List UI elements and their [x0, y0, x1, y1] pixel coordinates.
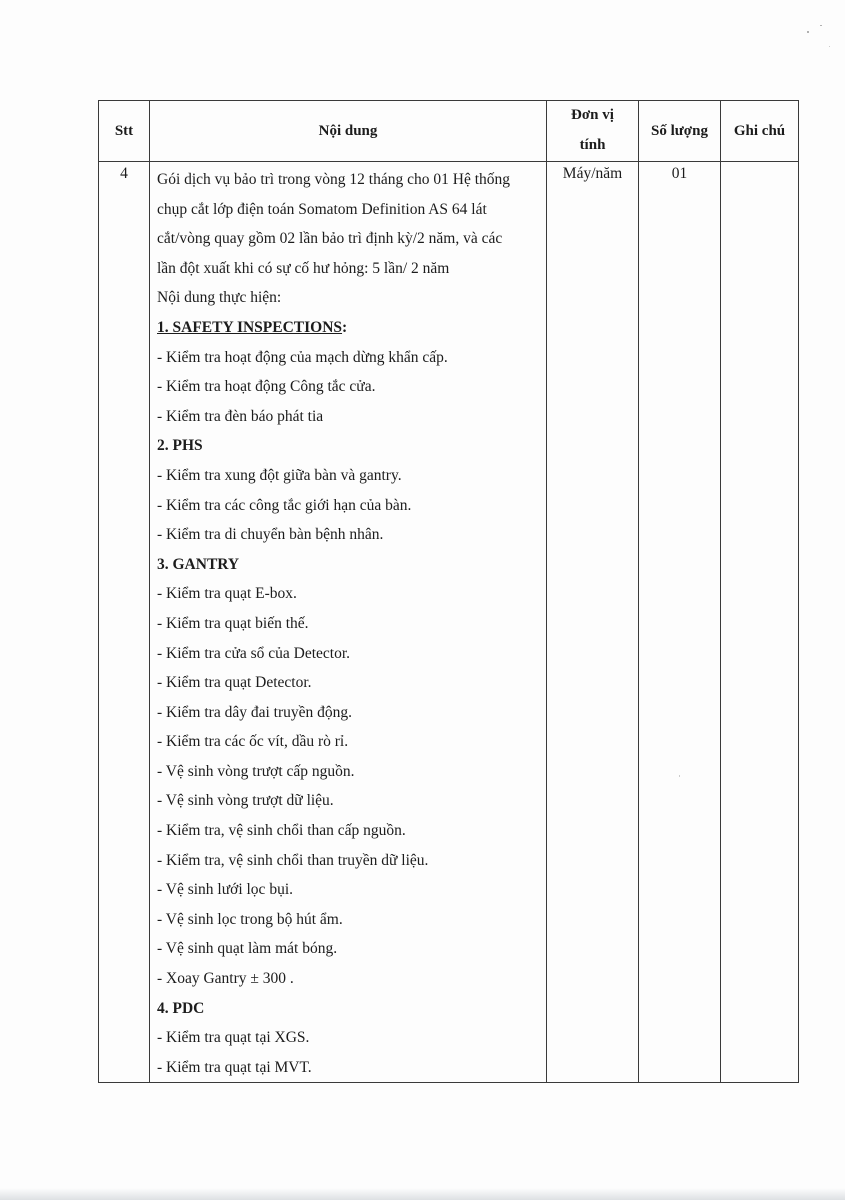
list-item: - Vệ sinh lưới lọc bụi. — [157, 881, 293, 899]
list-item: - Kiểm tra quạt biến thế. — [157, 614, 309, 632]
header-qty: Số lượng — [639, 101, 721, 162]
list-item: - Kiểm tra các công tắc giới hạn của bàn. — [157, 496, 412, 514]
row-unit: Máy/năm — [547, 162, 639, 1083]
header-content: Nội dung — [150, 101, 547, 162]
list-item: - Kiểm tra quạt Detector. — [157, 674, 312, 692]
section-heading: 3. GANTRY — [157, 555, 240, 573]
section-phs — [157, 431, 540, 549]
description-line: Gói dịch vụ bảo trì trong vòng 12 tháng cho 01 Hệ thống — [157, 171, 511, 188]
table-row — [99, 162, 799, 1083]
list-item: - Kiểm tra các ốc vít, dầu rò rỉ. — [157, 733, 349, 751]
list-item: - Xoay Gantry ± 300 . — [157, 970, 294, 988]
header-stt: Stt — [99, 101, 150, 162]
list-item: - Kiểm tra quạt E-box. — [157, 585, 297, 603]
scan-bottom-edge — [0, 1188, 845, 1200]
list-item: - Kiểm tra hoạt động của mạch dừng khẩn cấp. — [157, 348, 448, 366]
description-line: cắt/vòng quay gồm 02 lần bảo trì định kỳ/2 năm, và các — [157, 230, 503, 248]
section-gantry — [157, 550, 540, 994]
list-item: - Kiểm tra quạt tại MVT. — [157, 1058, 312, 1076]
scan-speck — [829, 46, 830, 47]
section-heading: 4. PDC — [157, 999, 205, 1017]
content-label: Nội dung thực hiện: — [157, 289, 282, 307]
list-item: - Kiểm tra quạt tại XGS. — [157, 1029, 310, 1047]
row-content — [150, 162, 547, 1083]
row-note — [721, 162, 799, 1083]
list-item: - Kiểm tra xung đột giữa bàn và gantry. — [157, 466, 402, 484]
scan-speck — [807, 31, 809, 33]
section-pdc — [157, 994, 540, 1083]
list-item: - Kiểm tra hoạt động Công tắc cửa. — [157, 378, 376, 396]
header-note: Ghi chú — [721, 101, 799, 162]
service-description — [157, 165, 540, 283]
list-item: - Kiểm tra di chuyển bàn bệnh nhân. — [157, 526, 384, 544]
section-heading: 1. SAFETY INSPECTIONS: — [157, 318, 348, 336]
list-item: - Vệ sinh vòng trượt cấp nguồn. — [157, 762, 355, 780]
description-line: chụp cắt lớp điện toán Somatom Definition AS 64 lát — [157, 200, 487, 218]
row-stt: 4 — [99, 162, 150, 1083]
list-item: - Vệ sinh quạt làm mát bóng. — [157, 940, 338, 958]
list-item: - Kiểm tra đèn báo phát tia — [157, 407, 324, 425]
section-safety-inspections — [157, 313, 540, 431]
list-item: - Kiểm tra dây đai truyền động. — [157, 703, 352, 721]
row-qty: 01 — [639, 162, 721, 1083]
description-line: lần đột xuất khi có sự cố hư hỏng: 5 lần/ 2 năm — [157, 259, 450, 277]
header-unit — [547, 101, 639, 162]
section-heading: 2. PHS — [157, 437, 203, 455]
header-unit-line2: tính — [579, 137, 606, 153]
list-item: - Kiểm tra, vệ sinh chổi than truyền dữ liệu. — [157, 851, 429, 869]
header-unit-line1: Đơn vị — [571, 107, 614, 124]
list-item: - Vệ sinh vòng trượt dữ liệu. — [157, 792, 334, 810]
maintenance-table — [98, 100, 799, 1083]
table-header-row — [99, 101, 799, 162]
list-item: - Kiểm tra cửa sổ của Detector. — [157, 644, 351, 662]
list-item: - Vệ sinh lọc trong bộ hút ẩm. — [157, 910, 343, 928]
scan-speck — [820, 25, 822, 26]
list-item: - Kiểm tra, vệ sinh chổi than cấp nguồn. — [157, 822, 406, 840]
